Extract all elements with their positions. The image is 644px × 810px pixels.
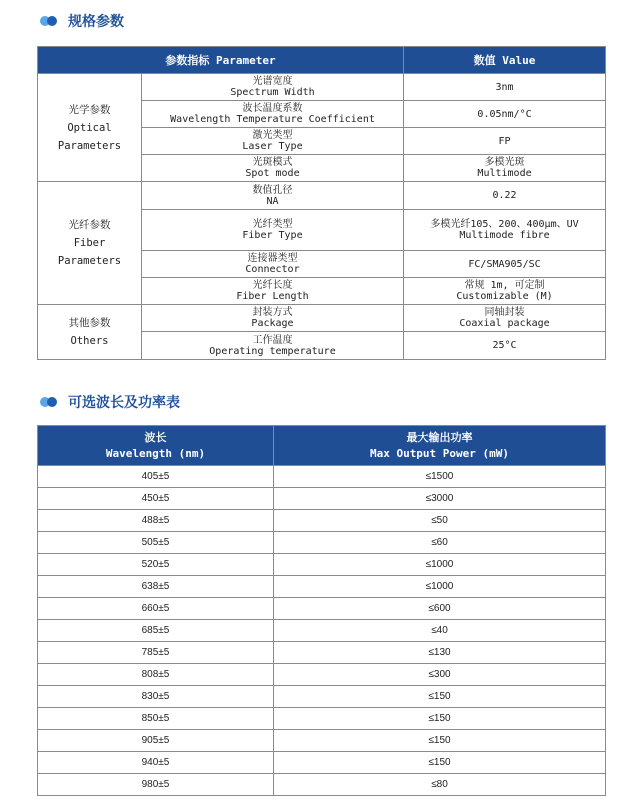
group-name-en: Parameters (57, 255, 122, 267)
power-cell: ≤600 (274, 598, 606, 620)
value-cell: 多模光斑 Multimode (404, 155, 606, 182)
table-row (38, 576, 606, 598)
wavelength-cell: 638±5 (38, 576, 274, 598)
table-row (38, 752, 606, 774)
value-header: 数值 Value (404, 47, 606, 74)
wavelength-cell: 505±5 (38, 532, 274, 554)
param-cell: 数值孔径 NA (142, 182, 404, 210)
power-cell: ≤150 (274, 752, 606, 774)
param-cell: 光纤类型 Fiber Type (142, 210, 404, 251)
param-cell: 光纤长度 Fiber Length (142, 278, 404, 305)
param-cell: 光谱宽度 Spectrum Width (142, 74, 404, 101)
group-name-en: Fiber (73, 237, 106, 249)
power-table (37, 425, 606, 796)
wavelength-cell: 940±5 (38, 752, 274, 774)
value-cell: 0.22 (404, 182, 606, 210)
param-cell: 工作温度 Operating temperature (142, 332, 404, 360)
param-cell: 连接器类型 Connector (142, 251, 404, 278)
power-header: 最大输出功率 Max Output Power (mW) (274, 426, 606, 466)
section-title-text: 可选波长及功率表 (68, 395, 180, 411)
wavelength-cell: 808±5 (38, 664, 274, 686)
table-row (38, 466, 606, 488)
power-cell: ≤80 (274, 774, 606, 796)
table-row (38, 510, 606, 532)
param-cell: 光斑模式 Spot mode (142, 155, 404, 182)
table-row (38, 708, 606, 730)
value-cell: 常规 1m, 可定制 Customizable (M) (404, 278, 606, 305)
table-row (38, 554, 606, 576)
table-row (38, 664, 606, 686)
section-title-wavelengths (40, 391, 180, 413)
power-cell: ≤300 (274, 664, 606, 686)
param-cell: 激光类型 Laser Type (142, 128, 404, 155)
spec-table (37, 46, 606, 360)
value-cell: 多模光纤105、200、400μm、UV Multimode fibre (404, 210, 606, 251)
section-title-specs (40, 10, 124, 32)
wavelength-cell: 980±5 (38, 774, 274, 796)
power-cell: ≤130 (274, 642, 606, 664)
param-header: 参数指标 Parameter (38, 47, 404, 74)
group-name-cn: 光学参数 (68, 103, 111, 116)
wavelength-cell: 785±5 (38, 642, 274, 664)
wavelength-cell: 520±5 (38, 554, 274, 576)
table-row (38, 182, 606, 210)
table-row (38, 642, 606, 664)
wavelength-cell: 405±5 (38, 466, 274, 488)
bullet-dots-icon (40, 396, 62, 408)
power-cell: ≤50 (274, 510, 606, 532)
param-cell: 波长温度系数 Wavelength Temperature Coefficient (142, 101, 404, 128)
power-cell: ≤3000 (274, 488, 606, 510)
table-row (38, 598, 606, 620)
table-row (38, 532, 606, 554)
table-row (38, 730, 606, 752)
power-cell: ≤150 (274, 730, 606, 752)
power-cell: ≤1500 (274, 466, 606, 488)
wavelength-cell: 905±5 (38, 730, 274, 752)
power-cell: ≤60 (274, 532, 606, 554)
value-cell: FP (404, 128, 606, 155)
wavelength-cell: 850±5 (38, 708, 274, 730)
power-cell: ≤150 (274, 708, 606, 730)
table-row (38, 686, 606, 708)
power-cell: ≤150 (274, 686, 606, 708)
power-table-header (38, 426, 606, 466)
group-optical (38, 74, 142, 182)
wavelength-cell: 830±5 (38, 686, 274, 708)
power-cell: ≤1000 (274, 576, 606, 598)
section-title-text: 规格参数 (68, 14, 124, 30)
table-row (38, 620, 606, 642)
group-name-en: Parameters (57, 139, 122, 152)
value-cell: 3nm (404, 74, 606, 101)
bullet-dots-icon (40, 15, 62, 27)
power-cell: ≤1000 (274, 554, 606, 576)
table-row (38, 305, 606, 332)
group-others (38, 305, 142, 360)
group-name-en: Optical (67, 121, 112, 134)
wavelength-cell: 660±5 (38, 598, 274, 620)
value-cell: 25°C (404, 332, 606, 360)
power-cell: ≤40 (274, 620, 606, 642)
wavelength-cell: 450±5 (38, 488, 274, 510)
value-cell: FC/SMA905/SC (404, 251, 606, 278)
group-name-en: Others (70, 335, 109, 347)
wavelength-header: 波长 Wavelength (nm) (38, 426, 274, 466)
spec-table-header (38, 47, 606, 74)
table-row (38, 488, 606, 510)
group-name-cn: 其他参数 (68, 317, 111, 329)
value-cell: 0.05nm/°C (404, 101, 606, 128)
group-fiber (38, 182, 142, 305)
wavelength-cell: 488±5 (38, 510, 274, 532)
group-name-cn: 光纤参数 (68, 219, 111, 231)
table-row (38, 774, 606, 796)
table-row (38, 74, 606, 101)
value-cell: 同轴封装 Coaxial package (404, 305, 606, 332)
wavelength-cell: 685±5 (38, 620, 274, 642)
param-cell: 封装方式 Package (142, 305, 404, 332)
